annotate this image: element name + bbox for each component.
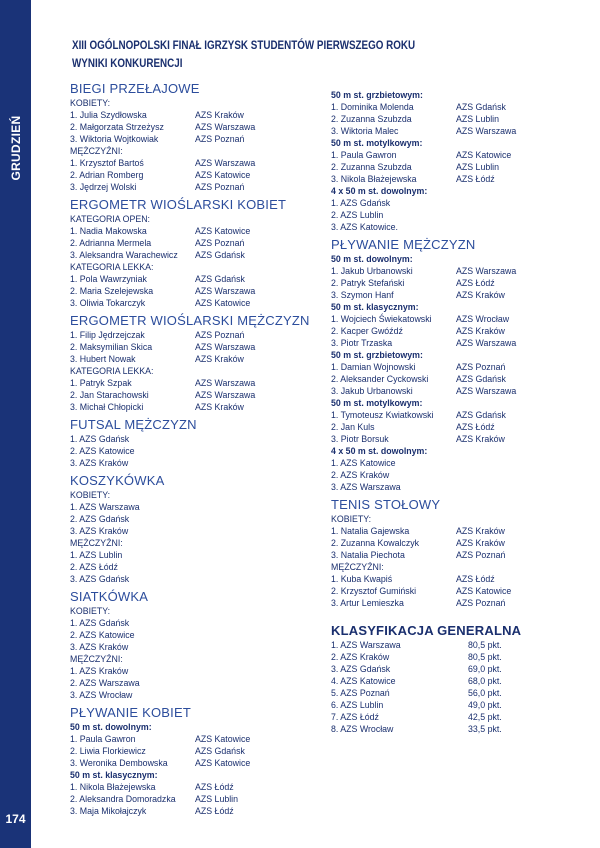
result-name: 1. Filip Jędrzejczak [70, 330, 145, 340]
result-club: AZS Gdańsk [456, 410, 506, 420]
result-row [331, 373, 561, 385]
result-name: 2. Liwia Florkiewicz [70, 746, 146, 756]
result-row [70, 805, 300, 817]
result-name: 2. Adrian Romberg [70, 170, 144, 180]
section-heading: ERGOMETR WIOŚLARSKI MĘŻCZYZN [70, 313, 310, 328]
result-club: AZS Łódź [456, 574, 495, 584]
result-name: 2. AZS Kraków [331, 652, 390, 662]
result-club: AZS Kraków [195, 110, 244, 120]
result-name: 1. Pola Wawrzyniak [70, 274, 147, 284]
result-line: MĘŻCZYŹNI: [70, 146, 123, 156]
result-name: 2. Patryk Stefański [331, 278, 405, 288]
result-club: AZS Katowice [195, 298, 251, 308]
event-subheading: 50 m st. dowolnym: [70, 722, 152, 732]
result-club: AZS Katowice [195, 734, 251, 744]
result-row [331, 361, 561, 373]
result-club: AZS Lublin [456, 114, 500, 124]
result-club: AZS Warszawa [456, 266, 517, 276]
result-club: AZS Łódź [195, 806, 234, 816]
result-name: 2. Aleksander Cyckowski [331, 374, 429, 384]
result-row [331, 101, 561, 113]
result-name: 1. Damian Wojnowski [331, 362, 416, 372]
result-row [331, 265, 561, 277]
result-points: 49,0 pkt. [468, 700, 502, 710]
result-line: 3. AZS Kraków [70, 458, 129, 468]
result-row [70, 389, 300, 401]
section-heading: KOSZYKÓWKA [70, 473, 165, 488]
event-subheading: 4 x 50 m st. dowolnym: [331, 186, 428, 196]
result-row [70, 109, 300, 121]
result-name: 3. Wiktoria Malec [331, 126, 399, 136]
result-row [70, 121, 300, 133]
result-name: 7. AZS Łódź [331, 712, 379, 722]
result-club: AZS Kraków [195, 354, 244, 364]
result-row [331, 409, 561, 421]
result-line: 1. AZS Gdańsk [70, 434, 130, 444]
result-club: AZS Warszawa [195, 158, 256, 168]
result-line: KOBIETY: [70, 98, 111, 108]
result-club: AZS Gdańsk [195, 274, 245, 284]
result-points: 56,0 pkt. [468, 688, 502, 698]
result-club: AZS Katowice [195, 758, 251, 768]
result-row [331, 549, 561, 561]
result-name: 3. Wiktoria Wojtkowiak [70, 134, 159, 144]
result-line: KATEGORIA LEKKA: [70, 262, 154, 272]
event-subheading: 50 m st. klasycznym: [331, 302, 419, 312]
result-name: 4. AZS Katowice [331, 676, 396, 686]
result-club: AZS Poznań [456, 598, 506, 608]
result-points: 42,5 pkt. [468, 712, 502, 722]
page-title: XIII OGÓLNOPOLSKI FINAŁ IGRZYSK STUDENTÓW PIERWSZEGO ROKU [72, 38, 416, 52]
result-row [70, 353, 300, 365]
result-name: 1. AZS Warszawa [331, 640, 401, 650]
event-subheading: 50 m st. dowolnym: [331, 254, 413, 264]
result-name: 1. Krzysztof Bartoś [70, 158, 144, 168]
result-club: AZS Łódź [456, 422, 495, 432]
result-club: AZS Kraków [456, 290, 505, 300]
result-row [70, 249, 300, 261]
result-club: AZS Kraków [456, 434, 505, 444]
result-name: 1. Tymoteusz Kwiatkowski [331, 410, 434, 420]
result-row [331, 421, 561, 433]
result-row [70, 169, 300, 181]
event-subheading: 50 m st. klasycznym: [70, 770, 158, 780]
result-row [70, 733, 300, 745]
result-row [331, 173, 561, 185]
result-line: 2. AZS Łódź [70, 562, 118, 572]
result-name: 6. AZS Lublin [331, 700, 384, 710]
result-name: 2. Maksymilian Skica [70, 342, 153, 352]
result-club: AZS Łódź [456, 278, 495, 288]
result-row [70, 377, 300, 389]
result-club: AZS Katowice [195, 170, 251, 180]
result-row [70, 237, 300, 249]
event-subheading: 50 m st. motylkowym: [331, 398, 423, 408]
result-row [70, 181, 300, 193]
section-heading: FUTSAL MĘŻCZYZN [70, 417, 197, 432]
result-name: 3. Piotr Trzaska [331, 338, 393, 348]
result-row [331, 161, 561, 173]
result-club: AZS Łódź [456, 174, 495, 184]
ranking-row [331, 663, 561, 675]
event-subheading: 4 x 50 m st. dowolnym: [331, 446, 428, 456]
result-club: AZS Wrocław [456, 314, 510, 324]
result-line: KOBIETY: [70, 606, 111, 616]
result-row [331, 525, 561, 537]
section-heading: PŁYWANIE MĘŻCZYZN [331, 237, 476, 252]
result-line: 3. AZS Kraków [70, 526, 129, 536]
result-club: AZS Lublin [195, 794, 239, 804]
result-row [331, 125, 561, 137]
result-club: AZS Kraków [456, 526, 505, 536]
result-name: 3. Weronika Dembowska [70, 758, 168, 768]
result-row [331, 313, 561, 325]
result-line: KOBIETY: [331, 514, 372, 524]
ranking-row [331, 651, 561, 663]
result-row [331, 585, 561, 597]
result-name: 2. Jan Starachowski [70, 390, 149, 400]
result-name: 3. AZS Gdańsk [331, 664, 391, 674]
ranking-row [331, 687, 561, 699]
ranking-row [331, 699, 561, 711]
result-club: AZS Katowice [195, 226, 251, 236]
result-name: 2. Jan Kuls [331, 422, 375, 432]
result-club: AZS Poznań [456, 550, 506, 560]
result-name: 2. Małgorzata Strzeżysz [70, 122, 164, 132]
result-name: 3. Michał Chłopicki [70, 402, 144, 412]
result-line: MĘŻCZYŹNI: [331, 562, 384, 572]
result-name: 1. Kuba Kwapiś [331, 574, 393, 584]
result-row [70, 297, 300, 309]
result-row [70, 157, 300, 169]
page-subtitle: WYNIKI KONKURENCJI [72, 56, 183, 70]
result-line: 3. AZS Kraków [70, 642, 129, 652]
result-points: 69,0 pkt. [468, 664, 502, 674]
ranking-row [331, 723, 561, 735]
result-line: MĘŻCZYŹNI: [70, 538, 123, 548]
result-line: 3. AZS Katowice. [331, 222, 398, 232]
result-line: 1. AZS Warszawa [70, 502, 140, 512]
result-club: AZS Poznań [456, 362, 506, 372]
result-line: 1. AZS Katowice [331, 458, 396, 468]
result-name: 2. Krzysztof Gumiński [331, 586, 417, 596]
result-row [331, 573, 561, 585]
result-name: 1. Wojciech Świekatowski [331, 314, 432, 324]
result-club: AZS Warszawa [195, 342, 256, 352]
result-row [70, 757, 300, 769]
result-row [70, 133, 300, 145]
result-name: 1. Nikola Błażejewska [70, 782, 156, 792]
page-number: 174 [5, 812, 26, 826]
result-club: AZS Warszawa [195, 122, 256, 132]
result-club: AZS Gdańsk [456, 374, 506, 384]
event-subheading: 50 m st. grzbietowym: [331, 90, 423, 100]
result-name: 3. Maja Mikołajczyk [70, 806, 147, 816]
result-club: AZS Łódź [195, 782, 234, 792]
result-name: 2. Aleksandra Domoradzka [70, 794, 176, 804]
ranking-row [331, 639, 561, 651]
result-club: AZS Katowice [456, 150, 512, 160]
ranking-row [331, 675, 561, 687]
result-row [331, 289, 561, 301]
result-row [331, 385, 561, 397]
result-row [70, 781, 300, 793]
result-row [70, 329, 300, 341]
result-club: AZS Warszawa [195, 378, 256, 388]
result-club: AZS Warszawa [195, 286, 256, 296]
result-row [331, 325, 561, 337]
result-points: 68,0 pkt. [468, 676, 502, 686]
result-club: AZS Warszawa [456, 126, 517, 136]
result-club: AZS Kraków [456, 326, 505, 336]
result-line: KATEGORIA LEKKA: [70, 366, 154, 376]
result-club: AZS Gdańsk [195, 250, 245, 260]
result-line: 1. AZS Gdańsk [70, 618, 130, 628]
result-row [331, 113, 561, 125]
result-name: 3. Artur Lemieszka [331, 598, 404, 608]
result-name: 3. Piotr Borsuk [331, 434, 389, 444]
result-club: AZS Poznań [195, 134, 245, 144]
result-line: 3. AZS Warszawa [331, 482, 401, 492]
result-name: 1. Jakub Urbanowski [331, 266, 413, 276]
result-line: 1. AZS Gdańsk [331, 198, 391, 208]
result-line: 2. AZS Gdańsk [70, 514, 130, 524]
result-club: AZS Katowice [456, 586, 512, 596]
result-line: 2. AZS Warszawa [70, 678, 140, 688]
result-club: AZS Poznań [195, 330, 245, 340]
result-line: 3. AZS Wrocław [70, 690, 133, 700]
result-club: AZS Kraków [456, 538, 505, 548]
result-row [331, 277, 561, 289]
result-name: 3. Natalia Piechota [331, 550, 405, 560]
result-name: 1. Patryk Szpak [70, 378, 132, 388]
result-club: AZS Lublin [456, 162, 500, 172]
result-row [331, 149, 561, 161]
result-line: MĘŻCZYŹNI: [70, 654, 123, 664]
result-row [70, 401, 300, 413]
result-name: 3. Oliwia Tokarczyk [70, 298, 146, 308]
result-name: 2. Adrianna Mermela [70, 238, 152, 248]
result-row [70, 793, 300, 805]
result-name: 3. Jędrzej Wolski [70, 182, 137, 192]
result-name: 2. Zuzanna Szubzda [331, 114, 412, 124]
result-club: AZS Poznań [195, 182, 245, 192]
result-points: 80,5 pkt. [468, 652, 502, 662]
section-heading: KLASYFIKACJA GENERALNA [331, 623, 522, 638]
result-name: 3. Hubert Nowak [70, 354, 136, 364]
section-heading: PŁYWANIE KOBIET [70, 705, 191, 720]
result-points: 33,5 pkt. [468, 724, 502, 734]
result-row [70, 273, 300, 285]
result-name: 2. Zuzanna Szubzda [331, 162, 412, 172]
result-line: 1. AZS Kraków [70, 666, 129, 676]
result-points: 80,5 pkt. [468, 640, 502, 650]
right-results-column [331, 89, 561, 735]
result-row [331, 537, 561, 549]
result-club: AZS Gdańsk [456, 102, 506, 112]
result-line: 2. AZS Lublin [331, 210, 384, 220]
result-club: AZS Warszawa [456, 386, 517, 396]
result-line: 3. AZS Gdańsk [70, 574, 130, 584]
result-club: AZS Warszawa [456, 338, 517, 348]
result-name: 3. Nikola Błażejewska [331, 174, 417, 184]
section-heading: SIATKÓWKA [70, 589, 149, 604]
result-line: KATEGORIA OPEN: [70, 214, 151, 224]
result-name: 3. Szymon Hanf [331, 290, 394, 300]
result-name: 1. Julia Szydłowska [70, 110, 147, 120]
result-row [70, 745, 300, 757]
result-name: 1. Natalia Gajewska [331, 526, 410, 536]
result-line: 2. AZS Katowice [70, 446, 135, 456]
result-name: 8. AZS Wrocław [331, 724, 394, 734]
result-name: 1. Dominika Molenda [331, 102, 414, 112]
result-name: 3. Aleksandra Warachewicz [70, 250, 178, 260]
result-line: 2. AZS Katowice [70, 630, 135, 640]
result-name: 2. Kacper Gwóźdź [331, 326, 403, 336]
result-name: 2. Zuzanna Kowalczyk [331, 538, 420, 548]
result-row [331, 433, 561, 445]
result-line: 2. AZS Kraków [331, 470, 390, 480]
result-name: 1. Paula Gawron [331, 150, 397, 160]
ranking-row [331, 711, 561, 723]
result-name: 3. Jakub Urbanowski [331, 386, 413, 396]
left-results-column [70, 77, 310, 817]
result-row [331, 337, 561, 349]
result-line: 1. AZS Lublin [70, 550, 123, 560]
result-row [331, 597, 561, 609]
result-club: AZS Warszawa [195, 390, 256, 400]
result-club: AZS Kraków [195, 402, 244, 412]
result-line: KOBIETY: [70, 490, 111, 500]
result-name: 1. Paula Gawron [70, 734, 136, 744]
result-name: 1. Nadia Makowska [70, 226, 147, 236]
result-row [70, 341, 300, 353]
month-label: GRUDZIEŃ [8, 115, 23, 181]
result-club: AZS Gdańsk [195, 746, 245, 756]
event-subheading: 50 m st. motylkowym: [331, 138, 423, 148]
section-heading: BIEGI PRZEŁAJOWE [70, 81, 200, 96]
section-heading: ERGOMETR WIOŚLARSKI KOBIET [70, 197, 287, 212]
result-club: AZS Poznań [195, 238, 245, 248]
event-subheading: 50 m st. grzbietowym: [331, 350, 423, 360]
result-name: 5. AZS Poznań [331, 688, 390, 698]
section-heading: TENIS STOŁOWY [331, 497, 441, 512]
result-row [70, 285, 300, 297]
result-name: 2. Maria Szelejewska [70, 286, 154, 296]
result-row [70, 225, 300, 237]
